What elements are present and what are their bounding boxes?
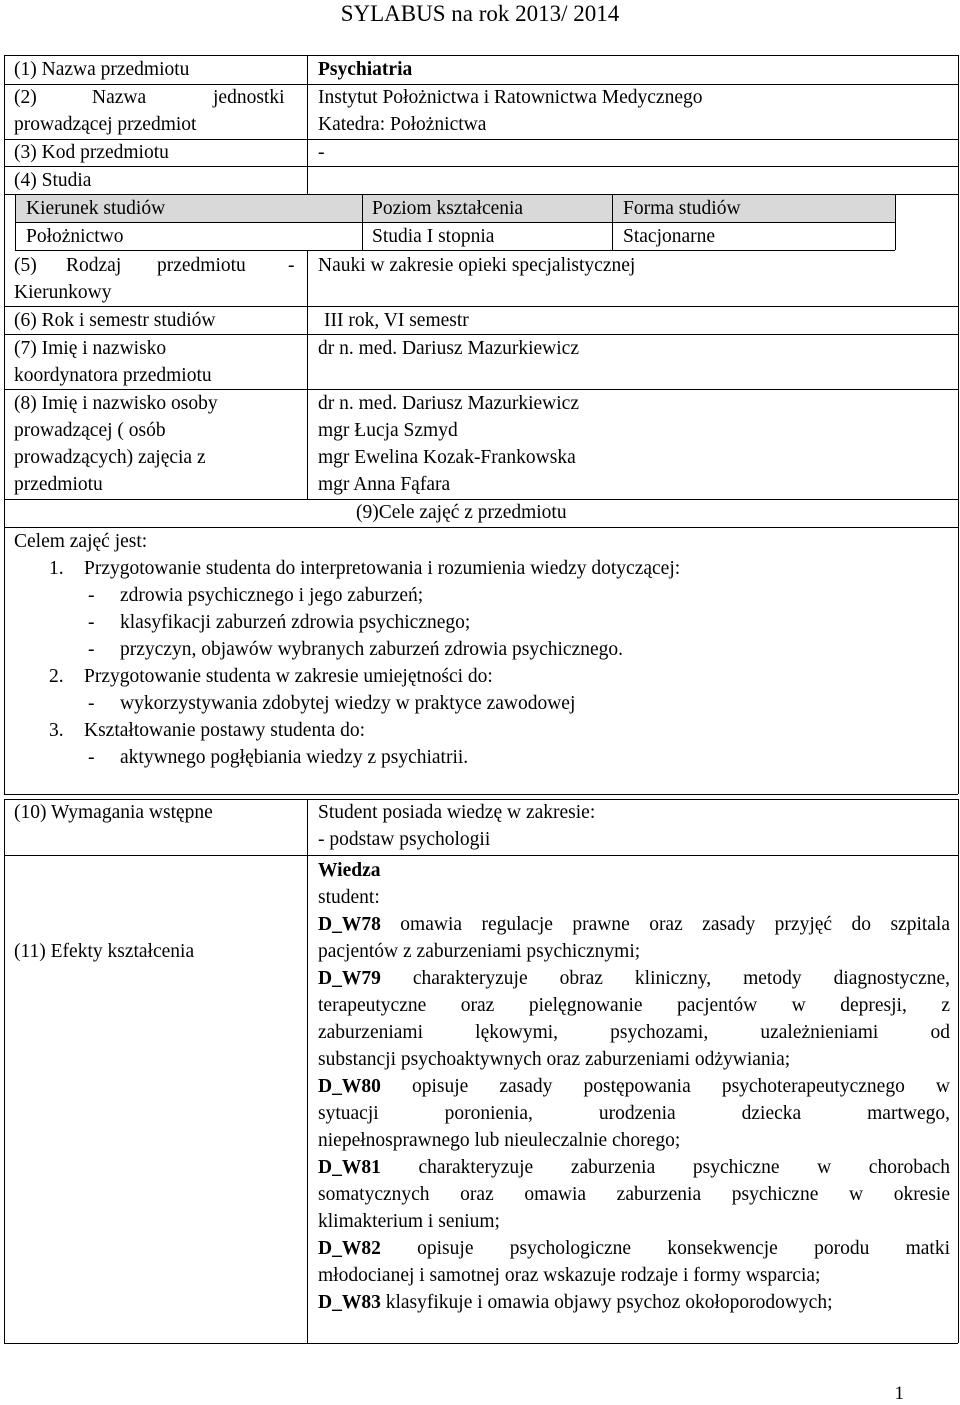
outcome-line: pacjentów z zaburzeniami psychicznymi;	[318, 941, 641, 962]
code-label: (3) Kod przedmiotu	[14, 142, 169, 163]
goal-dash: -	[88, 747, 95, 768]
teacher-name: dr n. med. Dariusz Mazurkiewicz	[318, 393, 579, 414]
goal-text: zdrowia psychicznego i jego zaburzeń;	[120, 585, 424, 606]
table-border	[307, 250, 308, 499]
studies-value-level: Studia I stopnia	[372, 226, 495, 247]
goal-dash: -	[88, 693, 95, 714]
type-label-line2: Kierunkowy	[14, 282, 112, 303]
table-border	[4, 306, 958, 307]
outcome-line: D_W79 charakteryzuje obraz kliniczny, metody diagnostyczne,	[318, 968, 951, 989]
unit-value-line2: Katedra: Położnictwa	[318, 114, 487, 135]
teacher-name: mgr Łucja Szmyd	[318, 420, 458, 441]
table-border	[4, 799, 5, 1343]
type-label-part: Rodzaj	[66, 255, 122, 276]
coordinator-value: dr n. med. Dariusz Mazurkiewicz	[318, 338, 579, 359]
outcomes-sub: student:	[318, 887, 380, 908]
year-value: III rok, VI semestr	[324, 310, 469, 331]
table-border	[612, 194, 613, 250]
table-border	[307, 799, 308, 1343]
outcome-line: klimakterium i senium;	[318, 1211, 500, 1232]
goal-text: klasyfikacji zaburzeń zdrowia psychicznego;	[120, 612, 471, 633]
outcome-line: D_W80 opisuje zasady postępowania psychoterapeutycznego w	[318, 1076, 950, 1097]
outcome-line: D_W81 charakteryzuje zaburzenia psychiczne w chorobach	[318, 1157, 950, 1178]
studies-header-level: Poziom kształcenia	[372, 198, 524, 219]
document-title: SYLABUS na rok 2013/ 2014	[340, 1, 620, 26]
teachers-label-line: prowadzącej ( osób	[14, 420, 166, 441]
teacher-name: mgr Anna Fąfara	[318, 474, 451, 495]
table-border	[15, 250, 895, 251]
type-value: Nauki w zakresie opieki specjalistycznej	[318, 255, 636, 276]
unit-label-part: jednostki	[213, 87, 285, 108]
teacher-name: mgr Ewelina Kozak-Frankowska	[318, 447, 576, 468]
year-label: (6) Rok i semestr studiów	[14, 310, 216, 331]
goal-number: 3.	[49, 720, 64, 741]
table-border	[958, 799, 959, 1343]
outcome-line: somatycznych oraz omawia zaburzenia psychiczne w okresie	[318, 1184, 950, 1205]
outcome-code: D_W82	[318, 1238, 381, 1259]
goal-text: Przygotowanie studenta do interpretowania i rozumienia wiedzy dotyczącej:	[84, 558, 681, 579]
table-border	[4, 166, 958, 167]
goal-text: Kształtowanie postawy studenta do:	[84, 720, 366, 741]
prerequisites-label: (10) Wymagania wstępne	[14, 802, 213, 823]
unit-value-line1: Instytut Położnictwa i Ratownictwa Medycznego	[318, 87, 703, 108]
studies-value-form: Stacjonarne	[623, 226, 716, 247]
type-label-part: (5)	[14, 255, 37, 276]
studies-header-field: Kierunek studiów	[26, 198, 166, 219]
goal-number: 1.	[49, 558, 64, 579]
outcome-line: substancji psychoaktywnych oraz zaburzeniami odżywiania;	[318, 1049, 791, 1070]
table-border	[4, 1343, 958, 1344]
goal-number: 2.	[49, 666, 64, 687]
teachers-label-line: przedmiotu	[14, 474, 103, 495]
outcome-line: D_W83 klasyfikuje i omawia objawy psychoz okołoporodowych;	[318, 1292, 833, 1313]
outcome-line: D_W82 opisuje psychologiczne konsekwencje porodu matki	[318, 1238, 951, 1259]
table-border	[4, 389, 958, 390]
outcome-code: D_W80	[318, 1076, 381, 1097]
page-number: 1	[894, 1383, 904, 1404]
goals-intro: Celem zajęć jest:	[14, 531, 148, 552]
outcome-line: młodocianej i samotnej oraz wskazuje rodzaje i formy wsparcia;	[318, 1265, 821, 1286]
prerequisites-line: Student posiada wiedzę w zakresie:	[318, 802, 596, 823]
outcome-code: D_W79	[318, 968, 381, 989]
goal-dash: -	[88, 612, 95, 633]
subject-name-label: (1) Nazwa przedmiotu	[14, 59, 190, 80]
outcome-line: D_W78 omawia regulacje prawne oraz zasady przyjęć do szpitala	[318, 914, 951, 935]
goal-dash: -	[88, 585, 95, 606]
teachers-label-line: (8) Imię i nazwisko osoby	[14, 393, 218, 414]
goal-text: Przygotowanie studenta w zakresie umiejętności do:	[84, 666, 493, 687]
table-border	[4, 55, 958, 56]
table-border	[362, 194, 363, 250]
table-border	[4, 794, 958, 795]
studies-label: (4) Studia	[14, 170, 92, 191]
unit-label-part: Nazwa	[92, 87, 147, 108]
goal-dash: -	[88, 639, 95, 660]
goal-text: aktywnego pogłębiania wiedzy z psychiatrii.	[120, 747, 469, 768]
table-border	[15, 194, 16, 250]
table-border	[15, 222, 895, 223]
goal-text: przyczyn, objawów wybranych zaburzeń zdrowia psychicznego.	[120, 639, 624, 660]
outcome-code: D_W81	[318, 1157, 381, 1178]
goals-header: (9)Cele zajęć z przedmiotu	[356, 502, 567, 523]
table-border	[4, 855, 958, 856]
coordinator-label-line2: koordynatora przedmiotu	[14, 365, 212, 386]
code-value: -	[318, 142, 325, 163]
type-label-part: przedmiotu	[157, 255, 246, 276]
table-border	[4, 527, 958, 528]
table-border	[307, 55, 308, 194]
outcome-line: sytuacji poronienia, urodzenia dziecka martwego,	[318, 1103, 950, 1124]
studies-value-field: Położnictwo	[26, 226, 124, 247]
unit-label-line2: prowadzącej przedmiot	[14, 114, 197, 135]
type-label-part: -	[288, 255, 295, 276]
studies-header-form: Forma studiów	[623, 198, 741, 219]
outcome-line: terapeutyczne oraz pielęgnowanie pacjentów w depresji, z	[318, 995, 950, 1016]
unit-label-part: (2)	[14, 87, 37, 108]
table-border	[895, 194, 896, 250]
table-border	[4, 334, 958, 335]
coordinator-label-line1: (7) Imię i nazwisko	[14, 338, 167, 359]
outcomes-heading: Wiedza	[318, 860, 381, 881]
goal-text: wykorzystywania zdobytej wiedzy w praktyce zawodowej	[120, 693, 576, 714]
outcome-code: D_W83	[318, 1292, 381, 1313]
table-border	[958, 55, 959, 794]
table-border	[4, 55, 5, 794]
outcomes-label: (11) Efekty kształcenia	[14, 941, 195, 962]
teachers-label-line: prowadzących) zajęcia z	[14, 447, 206, 468]
outcome-line: niepełnosprawnego lub nieuleczalnie chorego;	[318, 1130, 681, 1151]
outcome-code: D_W78	[318, 914, 381, 935]
table-border	[4, 194, 958, 195]
subject-name-value: Psychiatria	[318, 59, 413, 80]
outcome-line: zaburzeniami lękowymi, psychozami, uzależnieniami od	[318, 1022, 950, 1043]
prerequisites-line: - podstaw psychologii	[318, 829, 491, 850]
